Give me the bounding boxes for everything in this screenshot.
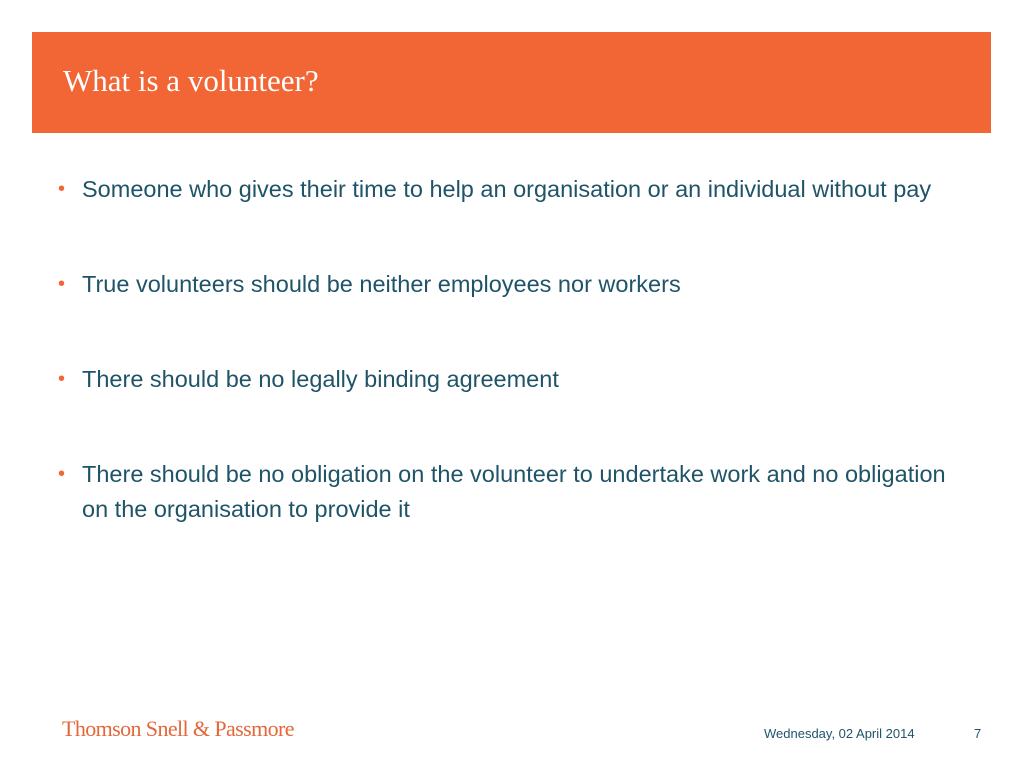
bullet-dot-icon: • [58,463,66,485]
bullet-text: There should be no obligation on the volunteer to undertake work and no obligation on the organisation to provide it [82,461,946,522]
bullet-dot-icon: • [58,178,66,200]
page-number: 7 [974,726,982,741]
company-logo: Thomson Snell & Passmore [62,716,294,741]
title-bar [32,32,991,133]
bullet-dot-icon: • [58,273,66,295]
bullet-text: Someone who gives their time to help an organisation or an individual without pay [82,176,932,202]
bullet-item [58,267,978,302]
bullet-dot-icon: • [58,368,66,390]
bullet-list [58,172,978,587]
bullet-text: True volunteers should be neither employees nor workers [82,271,681,297]
bullet-item [58,172,978,207]
bullet-item [58,362,978,397]
slide-title: What is a volunteer? [63,63,319,98]
bullet-text: There should be no legally binding agreement [82,366,559,392]
bullet-item [58,457,978,527]
footer-date: Wednesday, 02 April 2014 [764,726,915,741]
